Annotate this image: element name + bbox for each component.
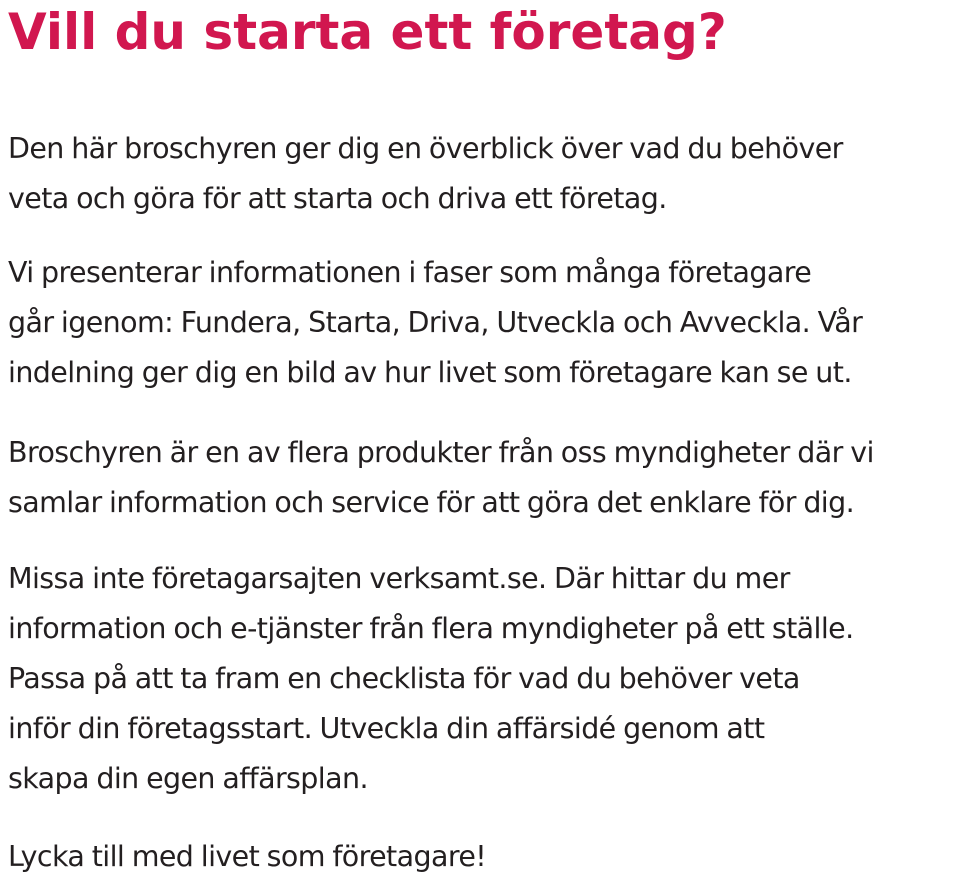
paragraph-line: skapa din egen affärsplan. (8, 762, 368, 795)
paragraph-line: veta och göra för att starta och driva ett företag. (8, 182, 667, 215)
paragraph-line: indelning ger dig en bild av hur livet som företagare kan se ut. (8, 356, 852, 389)
paragraph-line: Den här broschyren ger dig en överblick över vad du behöver (8, 132, 843, 165)
paragraph-line: Lycka till med livet som företagare! (8, 840, 487, 873)
paragraph-line: Vi presenterar informationen i faser som många företagare (8, 256, 812, 289)
phases-paragraph (8, 248, 958, 398)
intro-paragraph (8, 124, 958, 224)
paragraph-line: Passa på att ta fram en checklista för vad du behöver veta (8, 662, 800, 695)
paragraph-line: Missa inte företagarsajten verksamt.se. Där hittar du mer (8, 562, 790, 595)
paragraph-line: information och e-tjänster från flera myndigheter på ett ställe. (8, 612, 854, 645)
paragraph-line: går igenom: Fundera, Starta, Driva, Utveckla och Avveckla. Vår (8, 306, 863, 339)
website-paragraph (8, 554, 958, 804)
paragraph-line: Broschyren är en av flera produkter från oss myndigheter där vi (8, 436, 874, 469)
products-paragraph (8, 428, 958, 528)
paragraph-line: samlar information och service för att göra det enklare för dig. (8, 486, 855, 519)
paragraph-line: inför din företagsstart. Utveckla din affärsidé genom att (8, 712, 765, 745)
page-title: Vill du starta ett företag? (8, 3, 727, 61)
closing-paragraph (8, 832, 958, 882)
